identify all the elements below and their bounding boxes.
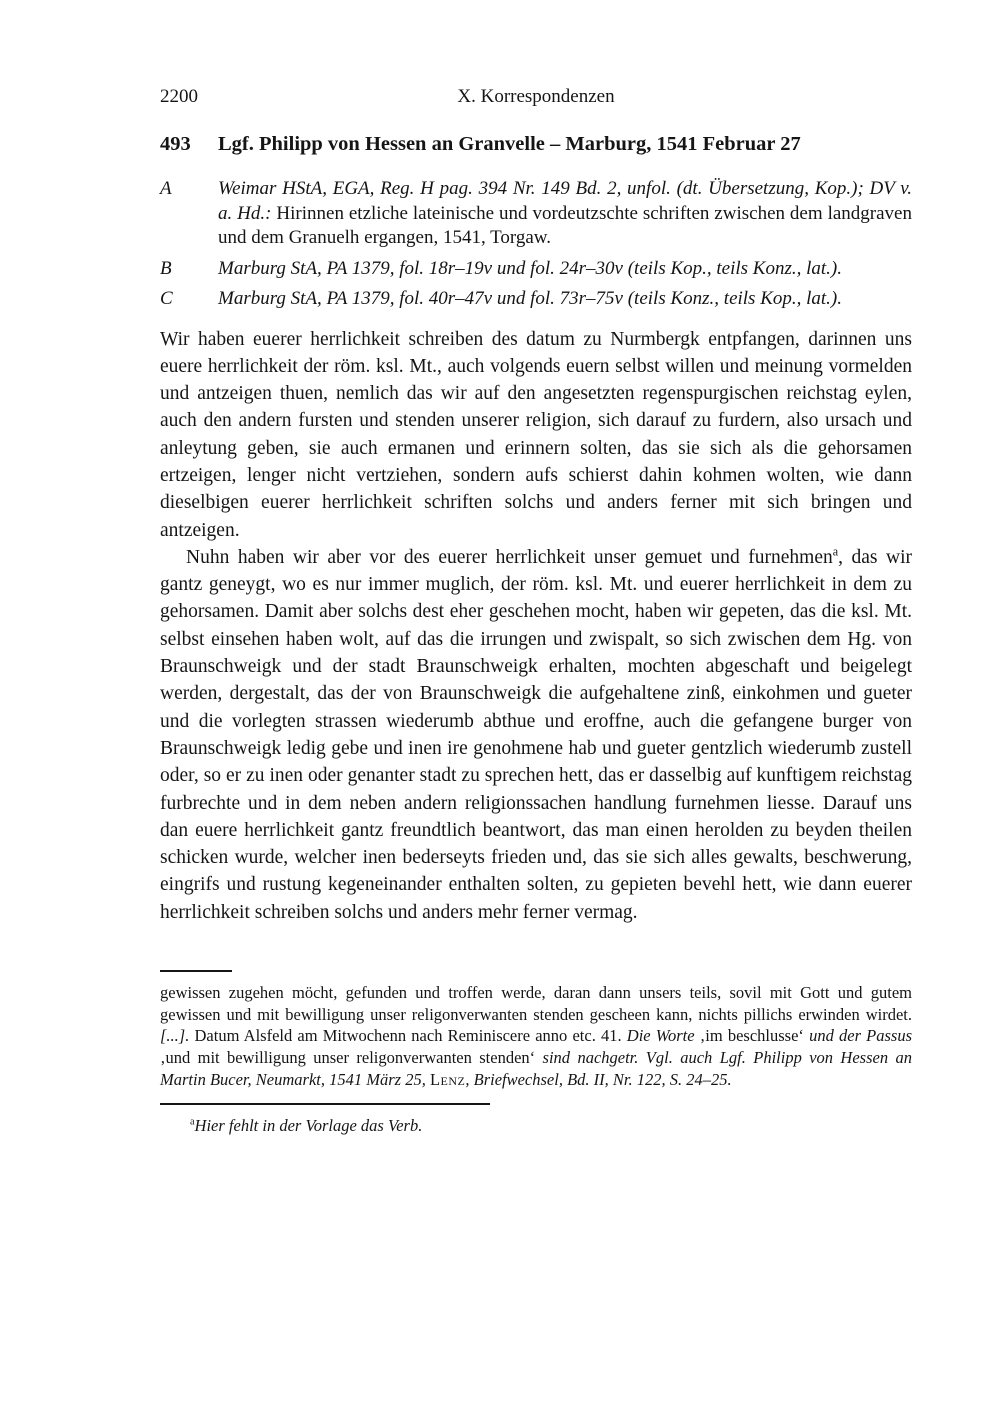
- source-a-archival-reference: Weimar HStA, EGA, Reg. H pag. 394 Nr. 149 Bd. 2, unfol. (dt. Übersetzung, Kop.); DV v. a. Hd.:: [218, 178, 912, 224]
- footnote-segment-7: ‚und mit bewilligung unser religonverwanten stenden‘: [160, 1048, 543, 1068]
- footnote-marker-a-reference: a: [832, 544, 839, 559]
- source-siglum-c: C: [160, 288, 173, 309]
- apparatus-marker-a: a: [190, 1116, 195, 1128]
- footnote-segment-2: [...].: [160, 1026, 190, 1046]
- source-description-a: [218, 177, 912, 251]
- source-description-c: [218, 287, 912, 312]
- source-row-c: [160, 287, 912, 312]
- letter-body: [160, 326, 912, 927]
- footnote-segment-5: ‚im beschlusse‘: [699, 1026, 810, 1046]
- footnote-segment-3: Datum Alsfeld am Mitwochenn nach Reminiscere anno etc. 41.: [189, 1026, 627, 1046]
- entry-number: 493: [160, 133, 191, 155]
- source-siglum-a: A: [160, 178, 172, 199]
- apparatus-note-text: Hier fehlt in der Vorlage das Verb.: [194, 1115, 423, 1135]
- footnote-segment-4: Die Worte: [626, 1026, 700, 1046]
- source-description-b: [218, 257, 912, 282]
- footnote-segment-8: sind nachgetr. Vgl. auch Lgf. Philipp von Hessen an Martin Bucer, Neumarkt, 1541 März 25,: [160, 1048, 912, 1089]
- footnote-separator-rule: [160, 970, 232, 972]
- apparatus-separator-rule: [160, 1103, 490, 1105]
- source-b-archival-reference: Marburg StA, PA 1379, fol. 18r–19v und fol. 24r–30v (teils Kop., teils Konz., lat.).: [218, 257, 843, 279]
- page-header: [160, 84, 912, 109]
- entry-heading: [160, 131, 912, 157]
- paragraph-2-text-after-note: , das wir gantz geneygt, wo es nur immer muglich, der röm. ksl. Mt. und euerer herrlichkeit in dem zu gehorsamen. Damit aber solchs dest eher geschehen mocht, haben wir gepeten, das die ksl. Mt. selbst einsehen haben wolt, auf das die irrungen und zwispalt, so sich zwischen dem Hg. von Braunschweigk und der stadt Braunschweigk erhalten, mochten abgeschaft und beigelegt werden, dergestalt, das der von Braunschweigk die aufgehaltene zinß, einkohmen und gueter und die vorlegten strassen wiederumb abthue und eroffne, auch die gefangene burger von Braunschweigk ledig gebe und inen ire genohmene hab und gueter gentzlich wiederumb zustell oder, so er zu inen oder genanter stadt zu sprechen hett, das er dasselbig auf kunftigem reichstag furbrechte und in dem neben andern religionssachen handlung furnehmen liesse. Darauf uns dan euere herrlichkeit gantz freundtlich beantwort, das man einen herolden zu beyden theilen schicken wurde, welcher inen bederseyts frieden und, das sie sich alles gewalts, beschwerung, eingrifs und rustung kegeneinander enthalten solten, zu gepieten bevehl hett, wie dann euerer herrlichkeit schreiben solchs und anders mehr ferner vermag.: [160, 546, 912, 923]
- source-siglum-b: B: [160, 257, 172, 279]
- running-head: X. Korrespondenzen: [457, 86, 615, 107]
- entry-title: Lgf. Philipp von Hessen an Granvelle – Marburg, 1541 Februar 27: [218, 133, 801, 155]
- source-list: [160, 177, 912, 312]
- footnote-segment-10: , Briefwechsel, Bd. II, Nr. 122, S. 24–25.: [465, 1069, 732, 1089]
- apparatus-note-a: [160, 1115, 912, 1137]
- body-paragraph-1: Wir haben euerer herrlichkeit schreiben des datum zu Nurmbergk entpfangen, darinnen uns euere herrlichkeit der röm. ksl. Mt., auch volgends euern selbst willen und meinung vormelden und antzeigen thuen, nemlich das wir auf den angesetzten regenspurgischen reichstag eylen, auch den andern fursten und stenden unserer religion, sich darauf zu furdern, also ursach und anleytung geben, sie auch ermanen und erinnern solten, das sie sich als die gehorsamen ertzeigen, lenger nicht vertziehen, sondern aufs schierst dahin kohmen wolten, wie dann dieselbigen euerer herrlichkeit schriften solchs und anders ferner mit sich bringen und antzeigen.: [160, 328, 912, 541]
- paragraph-2-text-before-note: Nuhn haben wir aber vor des euerer herrlichkeit unser gemuet und furnehmen: [186, 546, 833, 568]
- footnote-continuation: [160, 982, 912, 1091]
- page-number: 2200: [160, 86, 198, 107]
- footnote-author-smallcaps: Lenz: [429, 1069, 466, 1089]
- source-row-b: [160, 257, 912, 282]
- source-a-dorsal-note: Hirinnen etzliche lateinische und vordeutzschte schriften zwischen dem landgraven und dem Granuelh ergangen, 1541, Torgaw.: [218, 202, 912, 248]
- footnote-segment-6: und der Passus: [809, 1026, 912, 1046]
- footnote-segment-1: gewissen zugehen möcht, gefunden und troffen werde, daran dann unsers teils, sovil mit Gott und gutem gewissen und mit bewilligung unser religonverwanten stenden gescheen kann, nichts pillichs erwinden wirdet.: [160, 983, 912, 1024]
- source-row-a: [160, 177, 912, 251]
- source-c-archival-reference: Marburg StA, PA 1379, fol. 40r–47v und fol. 73r–75v (teils Konz., teils Kop., lat.).: [218, 288, 843, 309]
- body-paragraph-2: [160, 544, 912, 926]
